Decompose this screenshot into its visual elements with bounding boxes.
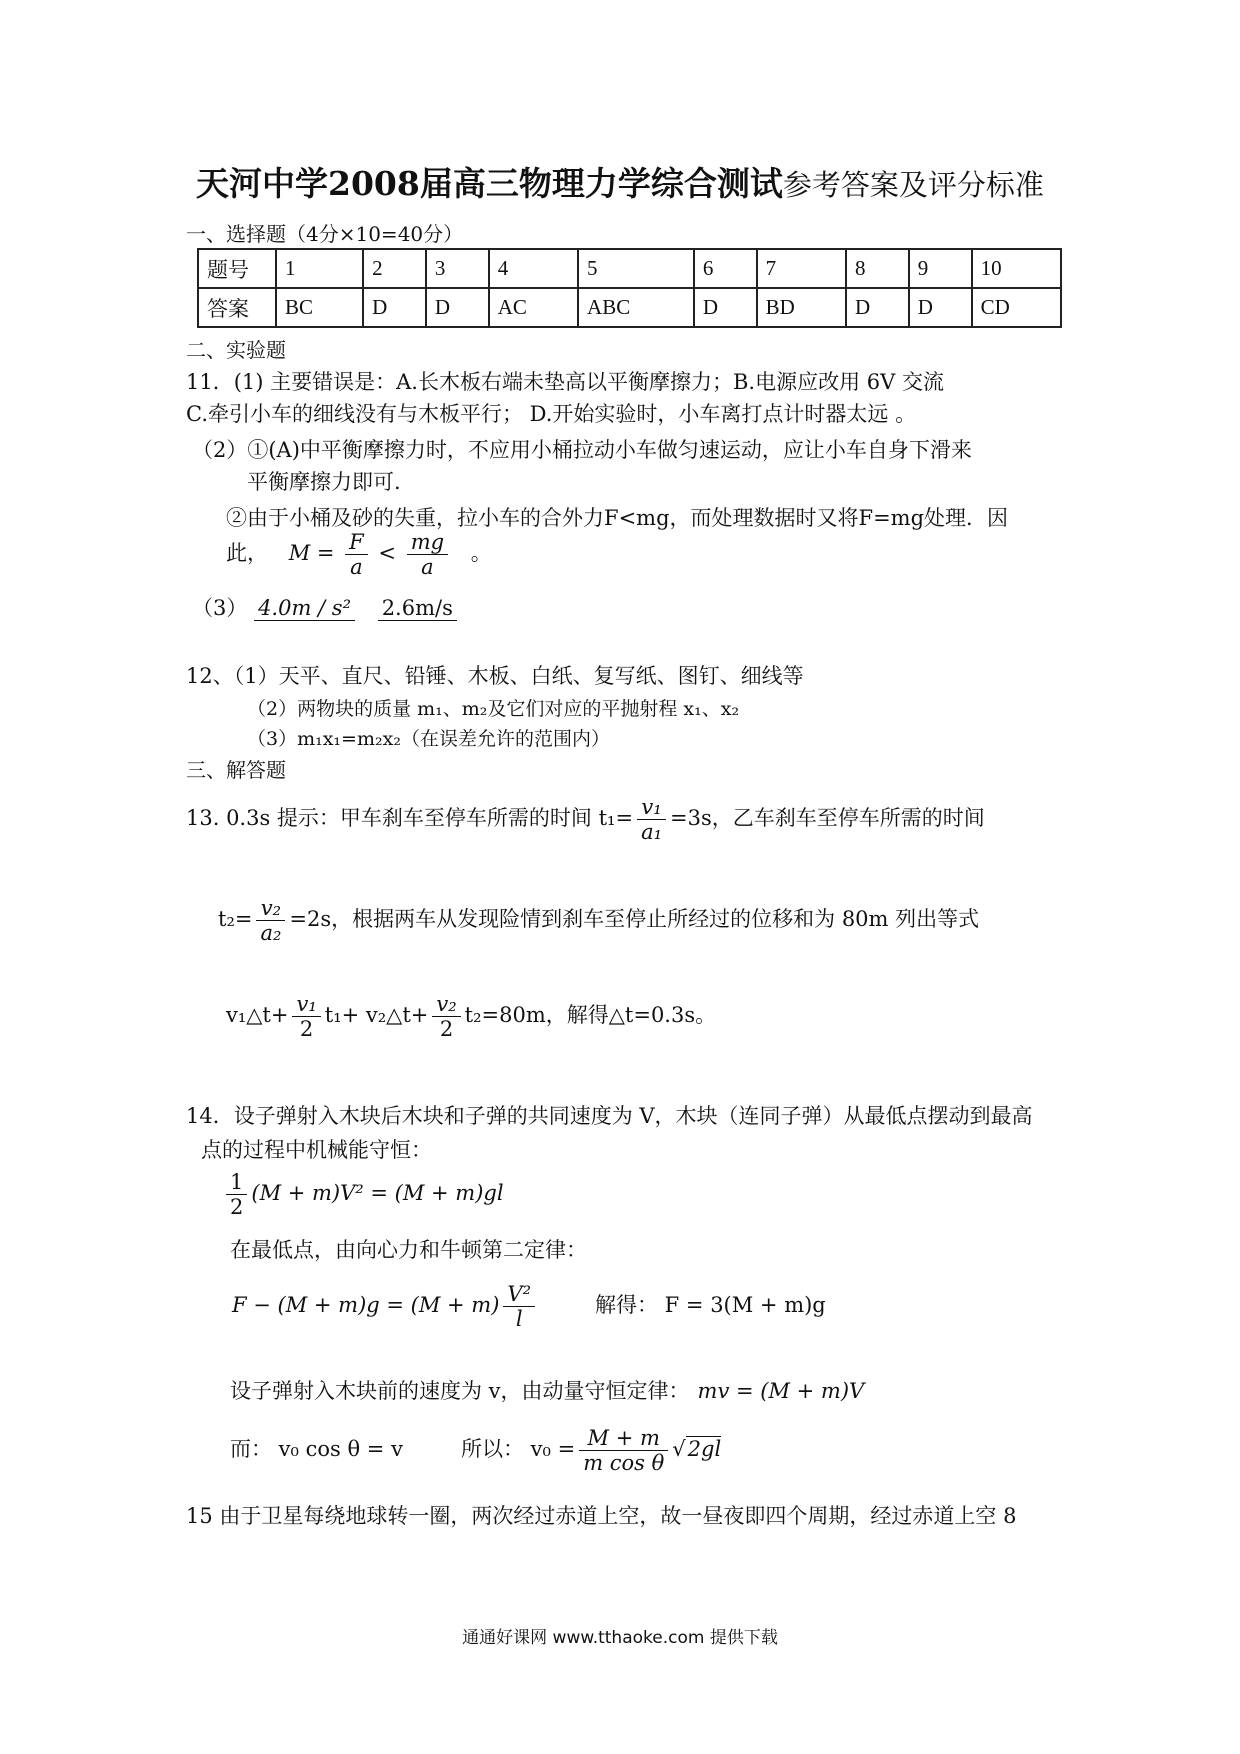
table-cell: BD — [757, 288, 846, 327]
fraction-denominator: a — [350, 555, 363, 579]
q14-line4-text: 设子弹射入木块前的速度为 v，由动量守恒定律： — [230, 1379, 690, 1403]
fraction-numerator: v₂ — [256, 896, 285, 921]
fraction-numerator: M + m — [579, 1426, 668, 1451]
fraction-numerator: v₁ — [292, 992, 320, 1017]
table-header-answer: 答案 — [198, 288, 276, 327]
fraction-numerator: 1 — [226, 1170, 247, 1195]
q14-equation1 — [222, 1170, 504, 1219]
table-cell: 10 — [972, 249, 1061, 288]
q13-line1-end: =3s，乙车刹车至停车所需的时间 — [670, 806, 985, 830]
q11-line7-prefix: （3） — [192, 596, 248, 620]
fraction-v-squared-over-l — [503, 1282, 535, 1331]
q13-line2 — [218, 896, 979, 945]
q11-line3: （2）①(A)中平衡摩擦力时，不应用小桶拉动小车做匀速运动，应让小车自身下滑来 — [192, 438, 972, 462]
fraction-numerator: v₂ — [432, 992, 460, 1017]
q11-line5: ②由于小桶及砂的失重，拉小车的合外力F<mg，而处理数据时又将F=mg处理．因 — [226, 506, 1009, 530]
section-experiment-heading: 二、实验题 — [186, 338, 286, 362]
q13-line3-mid: t₁+ v₂△t+ — [324, 1003, 429, 1027]
q13-line1 — [186, 795, 985, 844]
table-cell: D — [426, 288, 489, 327]
fraction-denominator: 2 — [439, 1017, 454, 1041]
fraction-mg-over-a — [407, 530, 448, 579]
fraction-f-over-a — [345, 530, 368, 579]
q13-line3-end: t₂=80m，解得△t=0.3s。 — [464, 1003, 717, 1027]
q13-line3-start: v₁△t+ — [226, 1003, 289, 1027]
sqrt-radicand: 2gl — [687, 1437, 722, 1461]
q14-line1: 14．设子弹射入木块后木块和子弹的共同速度为 V，木块（连同子弹）从最低点摆动到最高 — [186, 1104, 1033, 1128]
fraction-one-half — [226, 1170, 247, 1219]
fraction-denominator: a — [421, 555, 434, 579]
q11-line6-lhs: M = — [288, 541, 335, 565]
fraction-v2-over-2 — [432, 992, 460, 1041]
table-cell: BC — [276, 288, 363, 327]
fraction-v1-over-2 — [292, 992, 320, 1041]
table-cell: CD — [972, 288, 1061, 327]
table-cell: 5 — [578, 249, 694, 288]
fraction-numerator: mg — [407, 530, 448, 555]
q14-line5-so: 所以： v₀ = — [460, 1437, 576, 1461]
table-cell: ABC — [578, 288, 694, 327]
q12-line3: （3）m₁x₁=m₂x₂（在误差允许的范围内） — [247, 728, 610, 750]
q12-line2: （2）两物块的质量 m₁、m₂及它们对应的平抛射程 x₁、x₂ — [247, 698, 740, 720]
q11-line6 — [226, 530, 492, 579]
q14-line4 — [230, 1375, 864, 1405]
q14-equation2 — [232, 1282, 826, 1331]
q11-line6-prefix: 此， — [226, 541, 268, 565]
fraction-denominator: l — [515, 1307, 523, 1331]
fraction-denominator: 2 — [299, 1017, 314, 1041]
fraction-v1-over-a1 — [637, 795, 666, 844]
table-row-answers — [198, 288, 1061, 327]
q13-line2-end: =2s，根据两车从发现险情到刹车至停止所经过的位移和为 80m 列出等式 — [289, 907, 980, 931]
q14-line5 — [230, 1426, 721, 1475]
fraction-denominator: a₁ — [641, 820, 663, 844]
page-title — [196, 158, 1044, 205]
q14-momentum-equation: mv = (M + m)V — [697, 1379, 865, 1403]
fraction-numerator: F — [345, 530, 368, 555]
fraction-v2-over-a2 — [256, 896, 285, 945]
q14-equation2-result: 解得： F = 3(M + m)g — [595, 1293, 826, 1317]
sqrt-sign: √ — [672, 1437, 686, 1461]
q11-answer-velocity: 2.6m/s — [378, 596, 457, 621]
q15-line1: 15 由于卫星每绕地球转一圈，两次经过赤道上空，故一昼夜即四个周期，经过赤道上空 8 — [186, 1504, 1017, 1528]
fraction-mass-over-mcos — [579, 1426, 668, 1475]
q11-line1: 11．(1) 主要错误是：A.长木板右端未垫高以平衡摩擦力；B.电源应改用 6V 交流 — [186, 370, 944, 394]
q14-line2: 点的过程中机械能守恒： — [201, 1138, 432, 1162]
section-choice-heading: 一、选择题（4分×10=40分） — [186, 222, 464, 246]
q14-equation1-rest: (M + m)V² = (M + m)gl — [251, 1181, 504, 1205]
table-cell: 1 — [276, 249, 363, 288]
fraction-denominator: m cos θ — [583, 1451, 665, 1475]
footer-download-note: 通通好课网 www.tthaoke.com 提供下载 — [462, 1628, 778, 1648]
answer-table — [197, 248, 1062, 328]
q11-line4: 平衡摩擦力即可. — [247, 470, 401, 494]
fraction-denominator: 2 — [230, 1195, 244, 1219]
fraction-numerator: v₁ — [637, 795, 666, 820]
table-cell: D — [846, 288, 909, 327]
title-rest: 参考答案及评分标准 — [782, 168, 1044, 202]
table-cell: 4 — [489, 249, 578, 288]
table-cell: D — [694, 288, 757, 327]
table-cell: 2 — [363, 249, 426, 288]
q11-line2: C.牵引小车的细线没有与木板平行； D.开始实验时，小车离打点计时器太远 。 — [186, 402, 917, 426]
q12-line1: 12、（1）天平、直尺、铅锤、木板、白纸、复写纸、图钉、细线等 — [186, 664, 804, 688]
table-cell: AC — [489, 288, 578, 327]
q11-line6-end: 。 — [470, 541, 492, 565]
table-cell: 6 — [694, 249, 757, 288]
table-cell: D — [909, 288, 972, 327]
q11-answer-acceleration: 4.0m / s² — [254, 596, 355, 621]
fraction-denominator: a₂ — [260, 921, 282, 945]
table-cell: D — [363, 288, 426, 327]
q14-equation2-lhs: F − (M + m)g = (M + m) — [232, 1293, 500, 1317]
section-solution-heading: 三、解答题 — [186, 758, 286, 782]
title-bold: 天河中学2008届高三物理力学综合测试 — [196, 164, 783, 203]
table-header-number: 题号 — [198, 249, 276, 288]
fraction-numerator: V² — [503, 1282, 535, 1307]
q11-line7 — [192, 592, 457, 622]
table-cell: 3 — [426, 249, 489, 288]
less-than-sign: < — [378, 541, 397, 565]
q14-line3: 在最低点，由向心力和牛顿第二定律： — [230, 1238, 587, 1262]
table-cell: 9 — [909, 249, 972, 288]
q14-line5-start: 而： v₀ cos θ = v — [230, 1437, 403, 1461]
q13-line2-start: t₂= — [218, 907, 253, 931]
q13-line1-start: 13. 0.3s 提示：甲车刹车至停车所需的时间 t₁= — [186, 806, 634, 830]
table-row-numbers — [198, 249, 1061, 288]
table-cell: 7 — [757, 249, 846, 288]
table-cell: 8 — [846, 249, 909, 288]
q13-line3 — [226, 992, 716, 1041]
